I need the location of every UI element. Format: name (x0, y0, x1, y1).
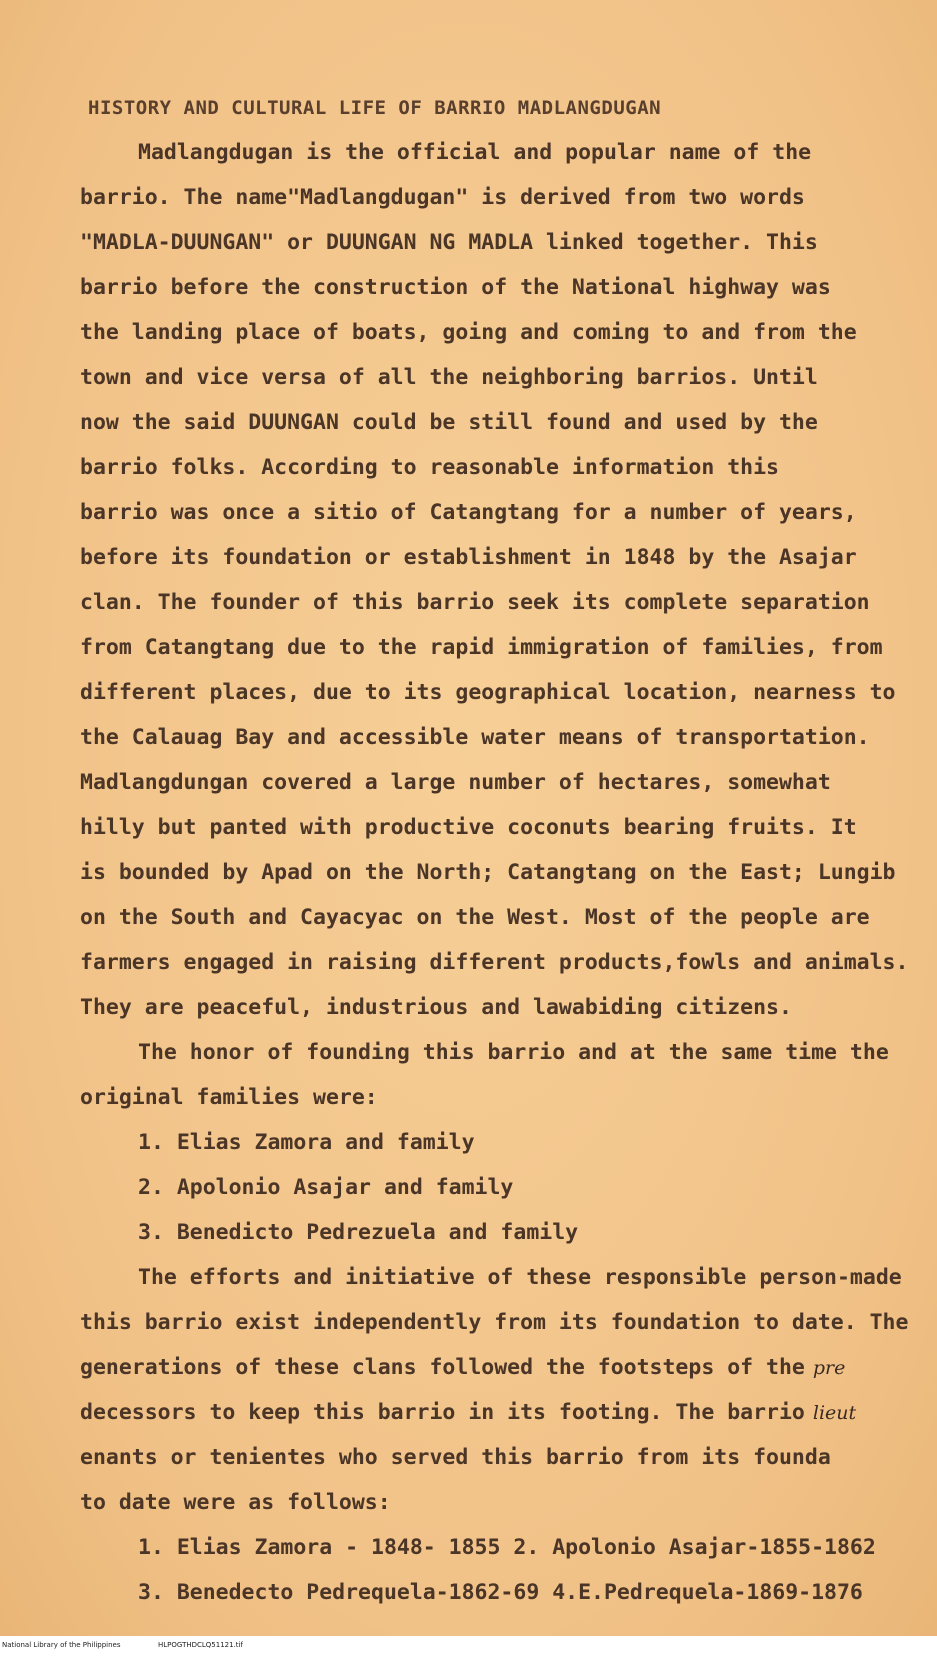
founder-item: 1. Elias Zamora and family (138, 1130, 475, 1155)
text-line: the Calauag Bay and accessible water means of transportation. (80, 725, 870, 750)
text-line: enants or tenientes who served this barrio from its founda (80, 1445, 831, 1470)
text-line: now the said DUUNGAN could be still found and used by the (80, 410, 818, 435)
text-line: The honor of founding this barrio and at the same time the (138, 1040, 889, 1065)
text-line: barrio before the construction of the National highway was (80, 275, 831, 300)
text-line: They are peaceful, industrious and lawabiding citizens. (80, 995, 792, 1020)
text-line: this barrio exist independently from its foundation to date. The (80, 1310, 909, 1335)
text-line: original families were: (80, 1085, 378, 1110)
text-line: barrio folks. According to reasonable information this (80, 455, 779, 480)
text-line: before its foundation or establishment in 1848 by the Asajar (80, 545, 857, 570)
text-line: from Catangtang due to the rapid immigration of families, from (80, 635, 883, 660)
text-line: Madlangdungan covered a large number of hectares, somewhat (80, 770, 831, 795)
footer-file-id: HLPOGTHDCLQ51121.tif (158, 1641, 243, 1649)
document-title: HISTORY AND CULTURAL LIFE OF BARRIO MADLANGDUGAN (88, 97, 662, 119)
text-line: to date were as follows: (80, 1490, 391, 1515)
text-line: barrio. The name"Madlangdugan" is derived from two words (80, 185, 805, 210)
text-line: on the South and Cayacyac on the West. Most of the people are (80, 905, 870, 930)
text-line (80, 1355, 845, 1381)
handwritten-note: pre (812, 1357, 846, 1379)
text-line: clan. The founder of this barrio seek its complete separation (80, 590, 870, 615)
text-line: "MADLA-DUUNGAN" or DUUNGAN NG MADLA linked together. This (80, 230, 818, 255)
text-line: Madlangdugan is the official and popular name of the (138, 140, 812, 165)
text-line: different places, due to its geographical location, nearness to (80, 680, 896, 705)
text-line: farmers engaged in raising different products,fowls and animals. (80, 950, 909, 975)
founder-item: 2. Apolonio Asajar and family (138, 1175, 514, 1200)
lieutenant-list-line: 3. Benedecto Pedrequela-1862-69 4.E.Pedrequela-1869-1876 (138, 1580, 863, 1605)
text-line: hilly but panted with productive coconuts bearing fruits. It (80, 815, 857, 840)
lieutenant-list-line: 1. Elias Zamora - 1848- 1855 2. Apolonio Asajar-1855-1862 (138, 1535, 876, 1560)
text-line: barrio was once a sitio of Catangtang for a number of years, (80, 500, 857, 525)
text-segment: decessors to keep this barrio in its footing. The barrio (80, 1400, 805, 1425)
founder-item: 3. Benedicto Pedrezuela and family (138, 1220, 579, 1245)
footer-library-label: National Library of the Philippines (2, 1641, 121, 1649)
text-segment: generations of these clans followed the footsteps of the (80, 1355, 805, 1380)
text-line: is bounded by Apad on the North; Catangtang on the East; Lungib (80, 860, 896, 885)
text-line: The efforts and initiative of these responsible person-made (138, 1265, 902, 1290)
footer-bar (0, 1636, 937, 1658)
handwritten-note: lieut (812, 1402, 857, 1424)
text-line: town and vice versa of all the neighboring barrios. Until (80, 365, 818, 390)
text-line (80, 1400, 856, 1426)
text-line: the landing place of boats, going and coming to and from the (80, 320, 857, 345)
